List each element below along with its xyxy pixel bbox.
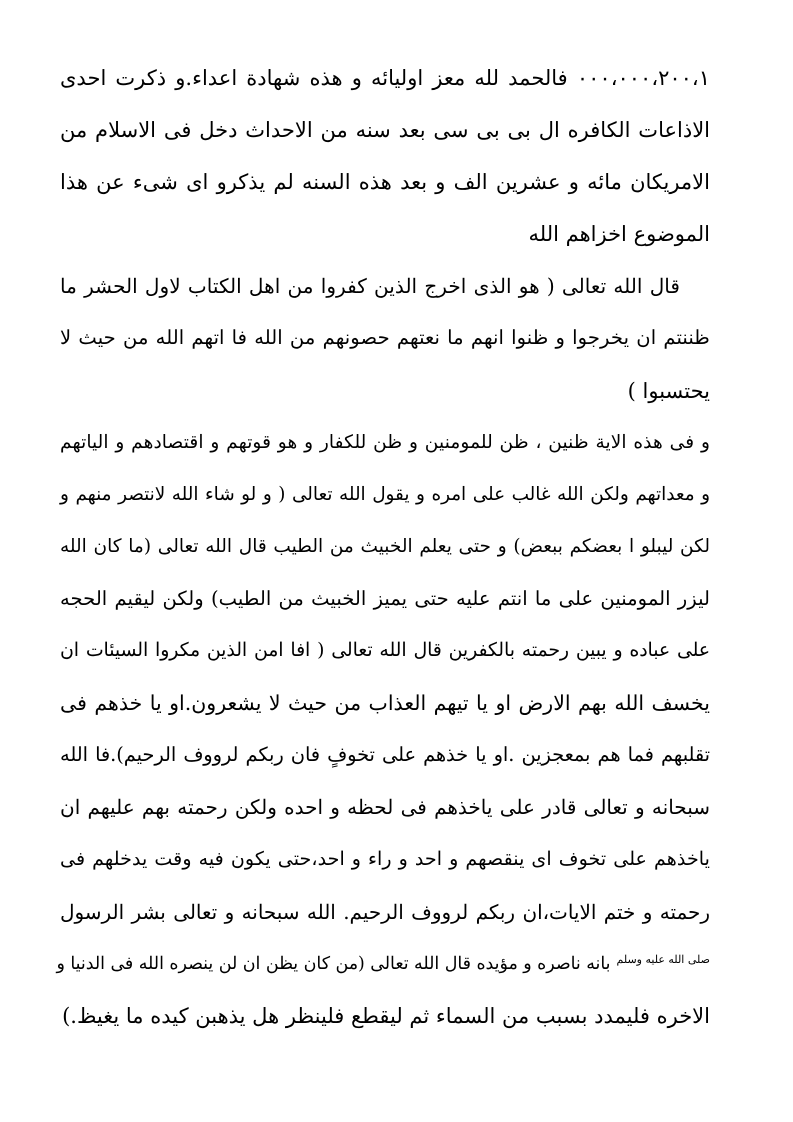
text-line-12: على عباده و يبين رحمته بالكفرين قال الله تعالى ( افا امن الذين مكروا السيئات ان (60, 640, 710, 662)
text-line-9: و معداتهم ولكن الله غالب على امره و يقول الله تعالى ( و لو شاء الله لانتصر منهم و (60, 483, 710, 505)
text-line-7: يحتسبوا ) (627, 378, 710, 403)
text-line-5: قال الله تعالى ( هو الذى اخرج الذين كفروا من اهل الكتاب لاول الحشر ما (60, 274, 680, 299)
text-line-18-body: بانه ناصره و مؤيده قال الله تعالى (من كان يظن ان لن ينصره الله فى الدنيا و (56, 953, 611, 974)
honorific-glyph: صلى الله عليه وسلم (616, 952, 710, 966)
text-line-4: الموضوع اخزاهم الله (528, 222, 710, 247)
text-line-1: ٠٠٠،٠٠٠،٢٠٠،١ فالحمد لله معز اوليائه و هذه شهادة اعداء.و ذكرت احدى (60, 66, 710, 90)
text-line-15: سبحانه و تعالى قادر على ياخذهم فى لحظه و احده ولكن رحمته بهم عليهم ان (60, 795, 710, 820)
text-line-3: الامريكان مائه و عشرين الف و بعد هذه السنه لم يذكرو اى شىء عن هذا (60, 170, 710, 195)
text-line-10: لكن ليبلو ا بعضكم ببعض) و حتى يعلم الخبيث من الطيب قال الله تعالى (ما كان الله (60, 535, 710, 557)
text-line-8: و فى هذه الاية ظنين ، ظن للمومنين و ظن للكفار و هو قوتهم و اقتصادهم و الياتهم (60, 431, 710, 453)
text-line-11: ليزر المومنين على ما انتم عليه حتى يميز الخبيث من الطيب) ولكن ليقيم الحجه (60, 586, 710, 610)
text-line-16: ياخذهم على تخوف اى ينقصهم و احد و راء و احد،حتى يكون فيه وقت يدخلهم فى (60, 847, 710, 871)
text-line-14: تقلبهم فما هم بمعجزين .او يا خذهم على تخوفٍ فان ربكم لرووف الرحيم).فا الله (60, 743, 710, 767)
text-line-2: الاذاعات الكافره ال بى بى سى بعد سنه من الاحداث دخل فى الاسلام من (60, 118, 710, 143)
text-line-17: رحمته و ختم الايات،ان ربكم لرووف الرحيم. الله سبحانه و تعالى بشر الرسول (60, 899, 710, 924)
text-line-13: يخسف الله بهم الارض او يا تيهم العذاب من حيث لا يشعرون.او يا خذهم فى (60, 691, 710, 716)
text-line-19: الاخره فليمدد بسبب من السماء ثم ليقطع فلينظر هل يذهبن كيده ما يغيظ.) (62, 1003, 710, 1028)
text-line-6: ظننتم ان يخرجوا و ظنوا انهم ما نعتهم حصونهم من الله فا اتهم الله من حيث لا (60, 326, 710, 350)
text-line-18 (56, 938, 710, 990)
arabic-text-body (56, 52, 710, 1042)
